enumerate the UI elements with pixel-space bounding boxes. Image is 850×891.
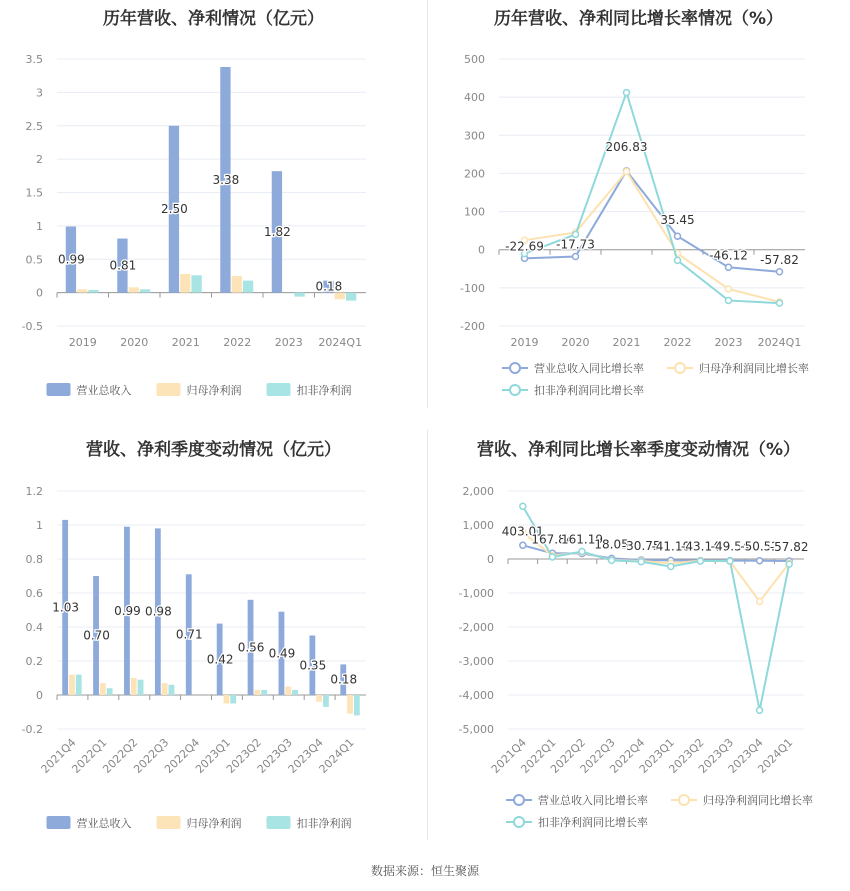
x-tick-label: 2022 [663, 336, 692, 349]
data-point [624, 90, 630, 96]
x-tick-label: 2023 [274, 336, 303, 349]
data-point [573, 253, 579, 259]
bar [69, 675, 75, 695]
y-tick-label: 3.5 [25, 53, 43, 66]
data-point [777, 300, 783, 306]
data-label: -43.14 [681, 539, 720, 554]
y-tick-label: 1 [36, 519, 43, 532]
legend-swatch [47, 383, 71, 396]
data-point [726, 297, 732, 303]
x-tick-label: 2024Q1 [757, 336, 802, 349]
data-label: 0.81 [109, 258, 137, 273]
bar [292, 690, 298, 695]
legend-swatch [47, 816, 71, 829]
data-label: 0.56 [237, 640, 265, 655]
legend-label: 归母净利润 [186, 817, 242, 830]
bar [107, 688, 113, 695]
legend-swatch [267, 383, 291, 396]
data-point [675, 257, 681, 263]
chart-quarterly-growth [427, 430, 850, 850]
data-point [726, 286, 732, 292]
data-point [668, 563, 674, 569]
y-tick-label: 0.2 [25, 655, 43, 668]
x-tick-label: 2023Q3 [254, 735, 295, 776]
chart-title-quarterly-amount: 营收、净利季度变动情况（亿元） [86, 440, 341, 460]
data-point [757, 558, 763, 564]
bar [131, 678, 137, 695]
y-tick-label: 1 [36, 219, 43, 233]
y-tick-label: 0.6 [25, 587, 43, 600]
y-tick-label: 400 [464, 91, 485, 105]
y-tick-label: 0 [36, 286, 43, 300]
y-tick-label: -4,000 [458, 689, 494, 702]
data-label: -57.82 [760, 252, 799, 267]
data-point [757, 707, 763, 713]
data-label: 18.05 [594, 537, 629, 552]
x-tick-label: 2023Q4 [725, 735, 766, 776]
legend-marker [510, 363, 520, 373]
legend-label: 扣非净利润 [296, 384, 352, 397]
data-point [579, 549, 585, 555]
data-point [549, 554, 555, 560]
bar [162, 683, 168, 695]
data-label: 0.49 [268, 646, 296, 661]
y-tick-label: 1,000 [462, 519, 494, 532]
x-tick-label: 2023Q3 [696, 735, 737, 776]
x-tick-label: 2021 [612, 336, 641, 349]
bar [129, 287, 139, 292]
bar [323, 695, 329, 707]
y-tick-label: 100 [464, 205, 485, 219]
y-tick-label: -3,000 [458, 655, 494, 668]
bar [100, 683, 106, 695]
data-label: 2.50 [161, 202, 188, 217]
y-tick-label: -100 [460, 281, 485, 295]
data-label: 1.82 [264, 224, 291, 239]
bar [230, 695, 236, 704]
x-tick-label: 2022Q1 [518, 735, 559, 776]
x-tick-label: 2023 [714, 336, 743, 349]
y-tick-label: 0.8 [25, 553, 43, 566]
bar [243, 281, 253, 293]
data-label: -22.69 [505, 239, 544, 254]
legend-marker [514, 795, 524, 805]
y-tick-label: 2,000 [462, 485, 494, 498]
data-point [777, 269, 783, 275]
chart-title-annual-growth: 历年营收、净利同比增长率情况（%） [493, 9, 784, 29]
y-tick-label: -2,000 [458, 621, 494, 634]
y-tick-label: -5,000 [458, 723, 494, 736]
legend-label: 扣非净利润同比增长率 [538, 816, 648, 829]
x-tick-label: 2022Q3 [577, 735, 618, 776]
data-label: -50.52 [740, 539, 779, 554]
legend-label: 营业总收入同比增长率 [538, 794, 648, 807]
data-label: 0.98 [144, 604, 172, 619]
data-source-footer: 数据来源：恒生聚源 [370, 864, 479, 878]
chart-title-quarterly-growth: 营收、净利同比增长率季度变动情况（%） [476, 440, 801, 460]
bar [191, 275, 201, 292]
chart-title-annual-amount: 历年营收、净利情况（亿元） [103, 9, 324, 29]
x-tick-label: 2019 [68, 336, 97, 349]
data-label: 0.70 [83, 628, 110, 643]
bar [316, 695, 322, 702]
y-tick-label: -200 [460, 320, 485, 333]
x-tick-label: 2021Q4 [38, 735, 79, 776]
bar [224, 695, 230, 704]
bar [335, 293, 345, 300]
legend-swatch [157, 383, 181, 396]
legend-swatch [157, 816, 181, 829]
data-label: 0.35 [299, 658, 327, 673]
legend-label: 扣非净利润 [296, 817, 352, 830]
x-tick-label: 2023Q1 [193, 735, 234, 776]
data-label: 167.84 [531, 532, 574, 547]
x-tick-label: 2022Q2 [100, 735, 141, 776]
bar [180, 274, 190, 293]
y-tick-label: 0.4 [25, 621, 43, 634]
legend-label: 归母净利润 [186, 384, 242, 397]
data-label: 0.18 [330, 672, 358, 687]
bar [347, 695, 353, 714]
data-label: 1.03 [52, 600, 80, 615]
x-tick-label: 2022Q1 [69, 735, 110, 776]
x-tick-label: 2019 [510, 336, 539, 349]
bar [88, 290, 98, 293]
x-tick-label: 2022Q4 [162, 735, 203, 776]
bar [77, 289, 87, 292]
legend-label: 营业总收入 [76, 384, 132, 397]
x-tick-label: 2024Q1 [316, 735, 357, 776]
y-tick-label: 2.5 [25, 119, 43, 133]
legend-swatch [267, 816, 291, 829]
data-label: -57.82 [769, 539, 809, 554]
legend-label: 营业总收入 [76, 817, 132, 830]
x-tick-label: 2023Q2 [666, 735, 707, 776]
y-tick-label: -1,000 [458, 587, 494, 600]
bar [285, 687, 291, 696]
x-tick-label: 2024Q1 [318, 336, 363, 349]
y-tick-label: 0 [36, 689, 43, 702]
data-label: 0.18 [315, 279, 343, 294]
data-label: 0.42 [206, 652, 234, 667]
bar [140, 289, 150, 292]
y-tick-label: 0.5 [25, 253, 43, 267]
data-point [727, 558, 733, 564]
legend-label: 归母净利润同比增长率 [699, 362, 809, 375]
x-tick-label: 2024Q1 [755, 735, 796, 776]
bar [354, 695, 360, 715]
y-tick-label: 1.2 [25, 485, 43, 498]
x-tick-label: 2020 [120, 336, 149, 349]
y-tick-label: 3 [36, 86, 43, 100]
data-point [624, 169, 630, 175]
series-line [525, 93, 780, 304]
bar [346, 293, 356, 301]
x-tick-label: 2023Q1 [636, 735, 677, 776]
data-label: 161.19 [561, 532, 603, 547]
data-label: 0.99 [114, 603, 141, 618]
bar [169, 685, 175, 695]
x-tick-label: 2023Q4 [285, 735, 326, 776]
y-tick-label: 0 [487, 553, 494, 566]
chart-quarterly-amount [0, 430, 427, 850]
data-point [757, 599, 763, 605]
data-label: -41.10 [651, 539, 691, 554]
y-tick-label: 200 [464, 167, 485, 181]
bar [138, 680, 144, 695]
legend-marker [675, 363, 685, 373]
legend-marker [679, 795, 689, 805]
y-tick-label: 2 [36, 153, 43, 167]
legend-marker [514, 817, 524, 827]
y-tick-label: -0.2 [21, 723, 43, 736]
bar [261, 690, 267, 695]
chart-annual-amount [0, 0, 427, 410]
legend-label: 营业总收入同比增长率 [534, 362, 644, 375]
data-point [786, 561, 792, 567]
bar [76, 675, 82, 695]
legend-label: 归母净利润同比增长率 [703, 794, 813, 807]
bar [232, 276, 242, 293]
x-tick-label: 2022Q3 [131, 735, 172, 776]
data-label: 3.38 [212, 172, 240, 187]
x-tick-label: 2022 [223, 336, 252, 349]
y-tick-label: 1.5 [25, 186, 43, 200]
x-tick-label: 2022Q4 [607, 735, 648, 776]
data-point [697, 558, 703, 564]
x-tick-label: 2021Q4 [488, 735, 529, 776]
data-label: 0.99 [58, 252, 85, 267]
x-tick-label: 2023Q2 [223, 735, 264, 776]
y-tick-label: 300 [464, 129, 485, 143]
data-label: -30.75 [621, 539, 661, 554]
bar [254, 690, 260, 695]
data-label: 403.01 [501, 524, 544, 539]
data-point [520, 542, 526, 548]
data-point [638, 559, 644, 565]
y-tick-label: -0.5 [21, 320, 43, 333]
data-label: 0.71 [175, 627, 203, 642]
data-label: -49.54 [710, 539, 750, 554]
data-label: -17.73 [556, 237, 595, 252]
x-tick-label: 2022Q2 [548, 735, 589, 776]
bar [294, 293, 304, 297]
data-point [609, 557, 615, 563]
x-tick-label: 2021 [171, 336, 200, 349]
y-tick-label: 0 [478, 243, 485, 257]
y-tick-label: 500 [464, 53, 485, 66]
x-tick-label: 2020 [561, 336, 590, 349]
legend-label: 扣非净利润同比增长率 [534, 384, 644, 397]
data-point [520, 503, 526, 509]
data-point [726, 264, 732, 270]
legend-marker [510, 385, 520, 395]
data-label: 35.45 [660, 213, 695, 228]
data-label: 206.83 [605, 139, 648, 154]
data-label: -46.12 [709, 248, 748, 263]
chart-annual-growth [427, 0, 850, 410]
data-point [675, 233, 681, 239]
